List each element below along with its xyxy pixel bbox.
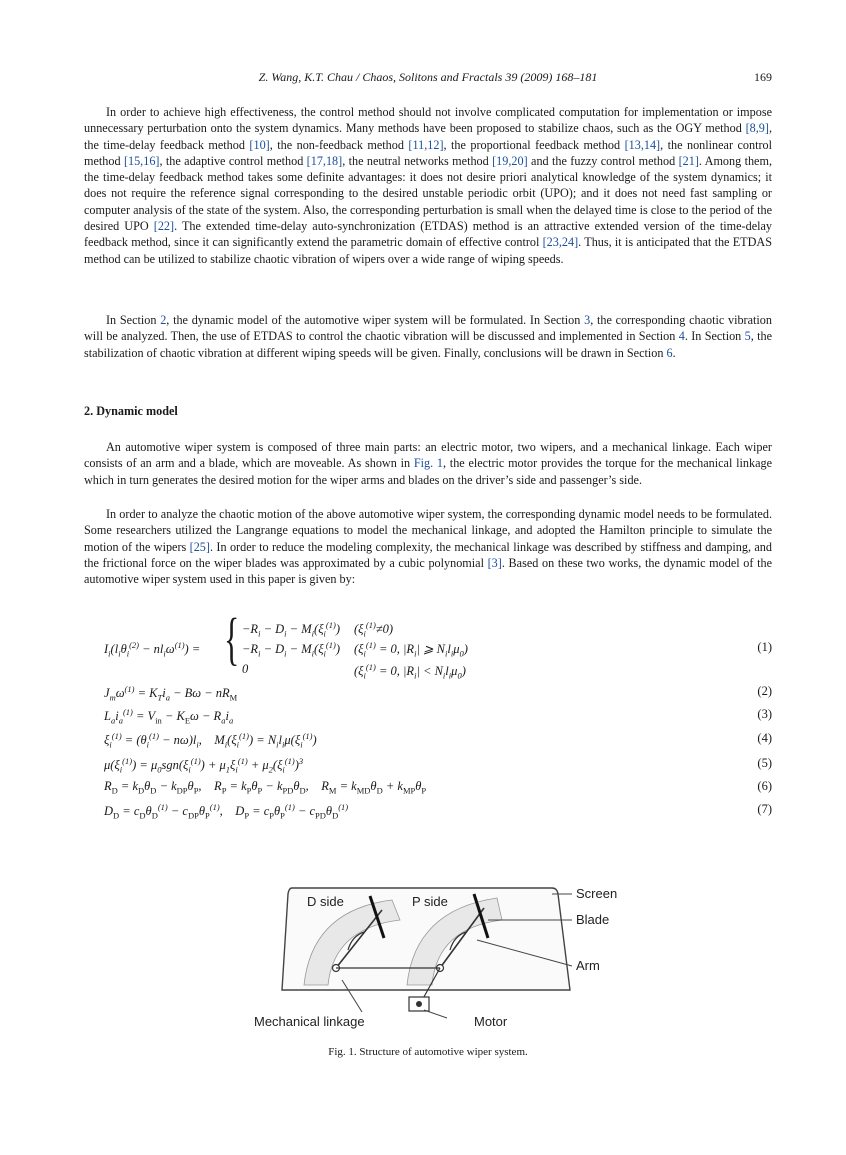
equation-4: $\xi_i^{(1)} = (\theta_i^{(1)} - n\omega)l_i$, $M_i(\xi_i^{(1)}) = N_il_i\mu(\xi_i^{(1)})$ (4)	[104, 731, 772, 750]
running-header	[84, 70, 772, 86]
equation-number: (2)	[757, 684, 772, 698]
citation-link[interactable]: [25]	[189, 539, 210, 554]
section-link[interactable]: 6	[666, 345, 673, 360]
citation-link[interactable]: [13,14]	[624, 137, 661, 152]
citation-link[interactable]: [3]	[487, 555, 502, 570]
paragraph-model-basis: In order to analyze the chaotic motion of the above automotive wiper system, the corresponding dynamic model needs to be formulated. Some researchers utilized the Langrange equations to model the mechanical linkage, and adopted the Hamilton principle to simulate the motion of the wipers [25]. In order to reduce the modeling complexity, the mechanical linkage was described by stiffness and damping, and the frictional force on the wiper blades was approximated by a cubic polynomial [3]. Based on these two works, the dynamic model of the automotive wiper system used in this paper is given by:	[84, 507, 772, 587]
equation-number: (3)	[757, 707, 772, 721]
citation-link[interactable]: [22]	[153, 219, 175, 234]
section-heading: 2. Dynamic model	[84, 404, 178, 418]
figure-caption: Fig. 1. Structure of automotive wiper system.	[328, 1046, 528, 1058]
equation-5: $\mu(\xi_i^{(1)}) = \mu_0sgn(\xi_i^{(1)}) + \mu_1\xi_i^{(1)} + \mu_2(\xi_i^{(1)})^3$ (5)	[104, 756, 772, 775]
label-p-side: P side	[412, 894, 448, 909]
equation-7: $D_D = c_D\theta_D^{(1)} - c_{DP}\theta_P^{(1)}$, $D_P = c_P\theta_P^{(1)} - c_{PD}\theta_D^{(1)}$ (7)	[104, 802, 772, 821]
equation-3: $L_ai_a^{(1)} = V_{in} - K_E\omega - R_ai_a$ (3)	[104, 707, 772, 726]
equation-number: (7)	[757, 802, 772, 816]
citation-link[interactable]: [10]	[249, 137, 270, 152]
citation-link[interactable]: [17,18]	[306, 153, 343, 168]
wiper-diagram	[252, 880, 672, 1030]
figure-link[interactable]: Fig. 1	[413, 456, 443, 471]
label-d-side: D side	[307, 894, 344, 909]
label-blade: Blade	[576, 912, 610, 927]
section-link[interactable]: 5	[744, 329, 751, 344]
section-link[interactable]: 2	[160, 313, 167, 327]
label-mechanical-linkage: Mechanical linkage	[254, 1014, 365, 1029]
equation-number: (1)	[757, 640, 772, 654]
label-arm: Arm	[576, 958, 600, 973]
citation-link[interactable]: [11,12]	[408, 137, 444, 152]
equation-number: (6)	[757, 779, 772, 793]
citation-link[interactable]: [23,24]	[542, 235, 579, 250]
label-motor: Motor	[474, 1014, 508, 1029]
figure-wiper-structure	[252, 880, 672, 1030]
paragraph-system-description: An automotive wiper system is composed of three main parts: an electric motor, two wipers, and a mechanical linkage. Each wiper consists of an arm and a blade, which are moveable. As shown in Fig. 1, the electric motor provides the torque for the mechanical linkage which in turn generates the desired motion for the wiper arms and blades on the driver’s side and passenger’s side.	[84, 440, 772, 487]
section-link[interactable]: 3	[584, 313, 591, 327]
equation-number: (4)	[757, 731, 772, 745]
equation-2: $J_m\omega^{(1)} = K_Ti_a - B\omega - nR_M$ (2)	[104, 684, 772, 703]
citation-link[interactable]: [8,9]	[745, 121, 769, 136]
equation-1: $I_i(l_i\theta_i^{(2)} - nl_i\omega^{(1)})$ = { $-R_i - D_i - M_i(\xi_i^{(1)})$ $(\xi_i^{(1)}\ne 0)$ $-R_i - D_i - M_i(\xi_i^{(1)})$ ($\xi_i^{(1)} = 0$, $|R_i|$ ⩾ $N_il_i\mu_0$) 0 ($\xi_i^{(1)} = 0$, $|R_i| < N_il_i\mu_0$) (1)	[104, 606, 772, 681]
section-link[interactable]: 4	[678, 329, 685, 344]
citation-link[interactable]: [21]	[678, 153, 699, 168]
equation-6: $R_D = k_D\theta_D - k_{DP}\theta_P$, $R_P = k_P\theta_P - k_{PD}\theta_D$, $R_M = k_{MD}\theta_D + k_{MP}\theta_P$ (6)	[104, 779, 772, 796]
equation-number: (5)	[757, 756, 772, 770]
paragraph-intro-methods: In order to achieve high effectiveness, the control method should not involve complicated computation for implementation or impose unnecessary perturbation onto the system dynamics. Many methods have been proposed to stabilize chaos, such as the OGY method [8,9], the time-delay feedback method [10], the non-feedback method [11,12], the proportional feedback method [13,14], the nonlinear control method [15,16], the adaptive control method [17,18], the neutral networks method [19,20] and the fuzzy control method [21]. Among them, the time-delay feedback method takes some definite advantages: it does not desire priori analytical knowledge of the system dynamics; it does not require the reference signal corresponding to the desired unstable periodic orbit (UPO); and it does not need fast sampling or computer analysis of the state of the system. Also, the corresponding perturbation is small when the delayed time is close to the period of the desired UPO [22]. The extended time-delay auto-synchronization (ETDAS) method is an attractive extended version of the time-delay feedback method, since it can significantly extend the parametric domain of effective control [23,24]. Thus, it is anticipated that the ETDAS method can be utilized to stabilize chaotic vibration of wipers over a wide range of wiping speeds.	[84, 105, 773, 266]
page-number: 169	[754, 70, 772, 84]
label-screen: Screen	[576, 886, 618, 901]
citation-link[interactable]: [19,20]	[492, 153, 528, 168]
running-title: Z. Wang, K.T. Chau / Chaos, Solitons and Fractals 39 (2009) 168–181	[258, 70, 598, 84]
citation-link[interactable]: [15,16]	[123, 153, 160, 168]
paragraph-outline: In Section 2, the dynamic model of the automotive wiper system will be formulated. In Section 3, the corresponding chaotic vibration will be analyzed. Then, the use of ETDAS to control the chaotic vibration will be discussed and implemented in Section 4. In Section 5, the stabilization of chaotic vibration at different wiping speeds will be given. Finally, conclusions will be drawn in Section 6.	[84, 313, 773, 360]
